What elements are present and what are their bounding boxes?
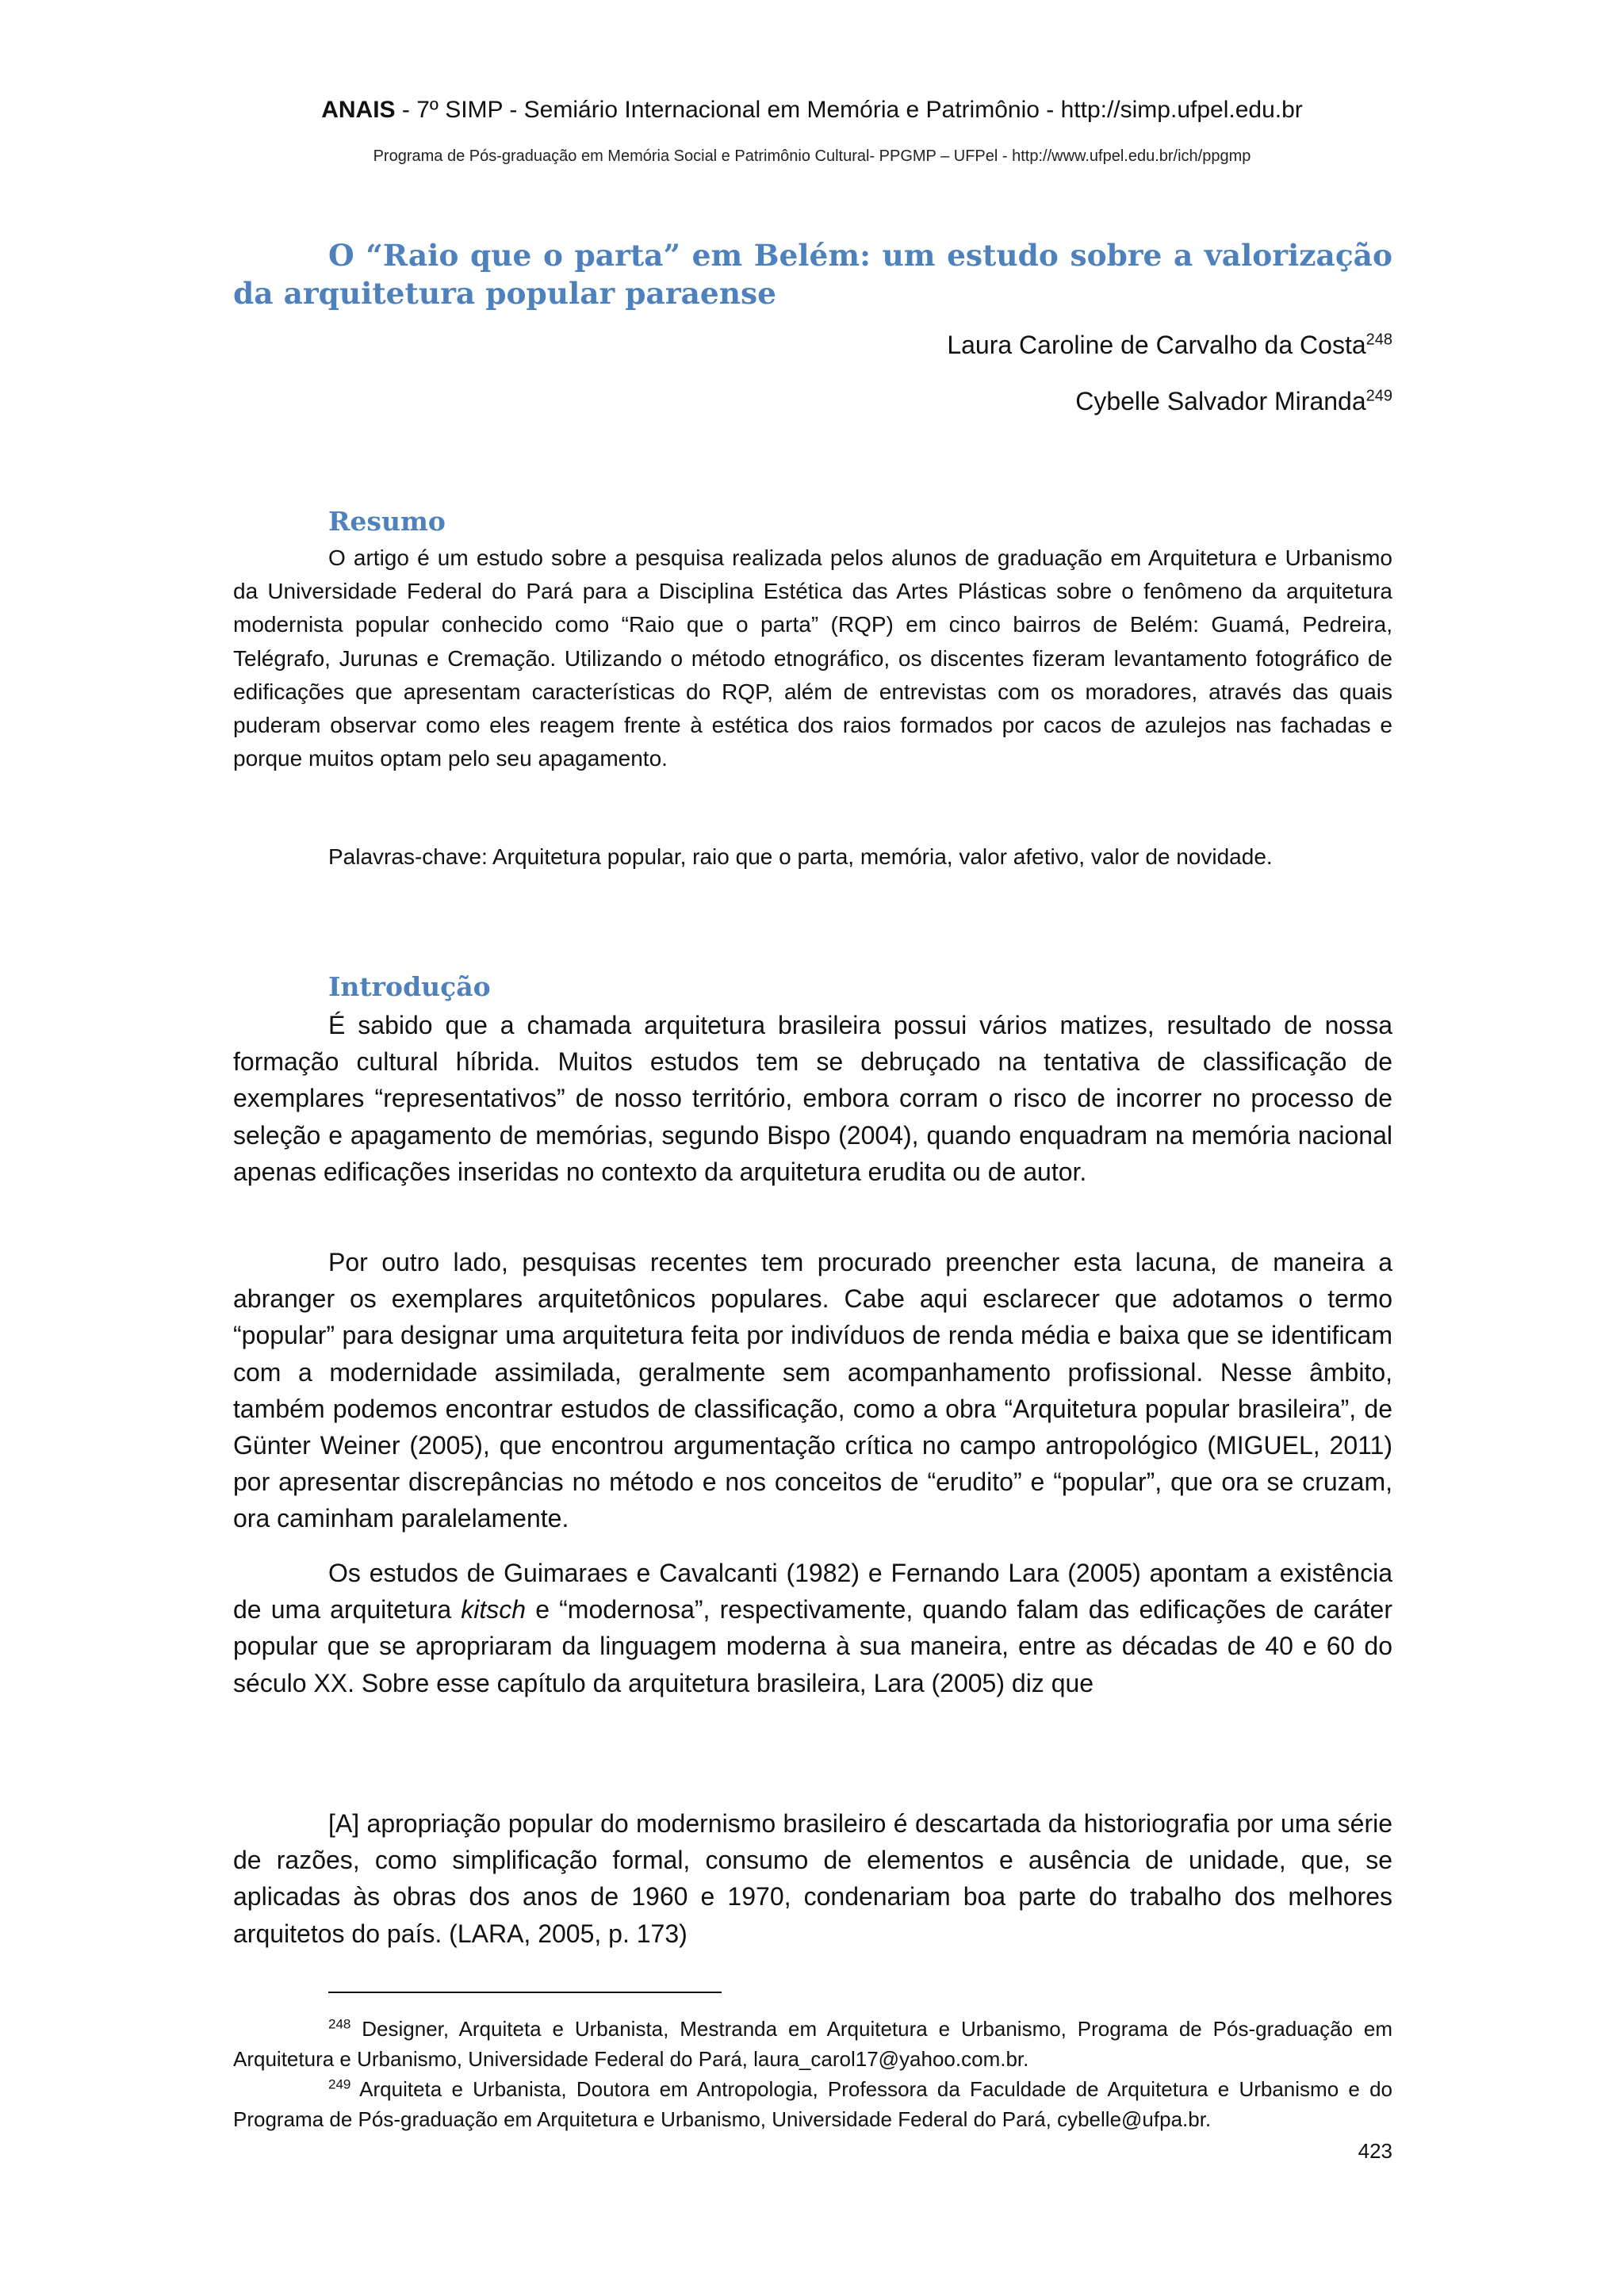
author-name: Laura Caroline de Carvalho da Costa — [947, 331, 1366, 359]
header-conference: - 7º SIMP - Semiário Internacional em Memória e Patrimônio - http://simp.ufpel.edu.br — [395, 97, 1303, 123]
article-title: O “Raio que o parta” em Belém: um estudo sobre a valorização da arquitetura popular paraense — [233, 238, 1392, 311]
footnote-249 — [233, 2074, 1392, 2134]
emphasis-kitsch: kitsch — [461, 1595, 527, 1624]
footnote-separator — [328, 1992, 722, 1993]
author-2 — [233, 387, 1392, 416]
author-name: Cybelle Salvador Miranda — [1075, 387, 1366, 415]
footnote-text: Designer, Arquiteta e Urbanista, Mestranda em Arquitetura e Urbanismo, Programa de Pós-graduação em Arquitetura e Urbanismo, Universidade Federal do Pará, laura_carol17@yahoo.com.br. — [233, 2017, 1392, 2071]
footnote-text: Arquiteta e Urbanista, Doutora em Antropologia, Professora da Faculdade de Arquitetura e Urbanismo e do Programa de Pós-graduação em Arquitetura e Urbanismo, Universidade Federal do Pará, cybelle@ufpa.br. — [233, 2077, 1392, 2131]
footnote-ref[interactable]: 248 — [1365, 331, 1392, 349]
footnote-ref[interactable]: 249 — [1365, 387, 1392, 405]
abstract-heading: Resumo — [328, 506, 446, 537]
block-quote: [A] apropriação popular do modernismo brasileiro é descartada da historiografia por uma série de razões, como simplificação formal, consumo de elementos e ausência de unidade, que, se aplicadas às obras dos anos de 1960 e 1970, condenariam boa parte do trabalho dos melhores arquitetos do país. (LARA, 2005, p. 173) — [233, 1809, 1392, 1948]
running-subheader: Programa de Pós-graduação em Memória Social e Patrimônio Cultural- PPGMP – UFPel - http://www.ufpel.edu.br/ich/ppgmp — [373, 147, 1251, 165]
header-anais: ANAIS — [321, 97, 396, 123]
paragraph-text: Os estudos de Guimaraes e Cavalcanti (1982) e Fernando Lara (2005) apontam a existência de uma arquitetura — [233, 1559, 1392, 1624]
running-header — [0, 97, 1624, 124]
intro-paragraph-1: É sabido que a chamada arquitetura brasileira possui vários matizes, resultado de nossa formação cultural híbrida. Muitos estudos tem se debruçado na tentativa de classificação de exemplares “representativos” de nosso território, embora corram o risco de incorrer no processo de seleção e apagamento de memórias, segundo Bispo (2004), quando enquadram na memória nacional apenas edificações inseridas no contexto da arquitetura erudita ou de autor. — [233, 1011, 1392, 1186]
footnote-248 — [233, 2014, 1392, 2074]
footnotes — [233, 2014, 1392, 2134]
abstract-text: O artigo é um estudo sobre a pesquisa realizada pelos alunos de graduação em Arquitetura e Urbanismo da Universidade Federal do Pará para a Disciplina Estética das Artes Plásticas sobre o fenômeno da arquitetura modernista popular conhecido como “Raio que o parta” (RQP) em cinco bairros de Belém: Guamá, Pedreira, Telégrafo, Jurunas e Cremação. Utilizando o método etnográfico, os discentes fizeram levantamento fotográfico de edificações que apresentam características do RQP, além de entrevistas com os moradores, através das quais puderam observar como eles reagem frente à estética dos raios formados por cacos de azulejos nas fachadas e porque muitos optam pelo seu apagamento. — [233, 545, 1392, 771]
introduction-heading: Introdução — [328, 971, 491, 1002]
keywords: Palavras-chave: Arquitetura popular, raio que o parta, memória, valor afetivo, valor de novidade. — [328, 844, 1273, 869]
footnote-number: 248 — [328, 2016, 351, 2032]
footnote-number: 249 — [328, 2076, 351, 2092]
paragraph-text: e “modernosa”, respectivamente, quando falam das edificações de caráter popular que se apropriaram da linguagem moderna à sua maneira, entre as décadas de 40 e 60 do século XX. Sobre esse capítulo da arquitetura brasileira, Lara (2005) diz que — [233, 1595, 1393, 1697]
author-1 — [233, 331, 1392, 360]
intro-paragraph-3 — [233, 1555, 1392, 1701]
intro-paragraph-2: Por outro lado, pesquisas recentes tem procurado preencher esta lacuna, de maneira a abranger os exemplares arquitetônicos populares. Cabe aqui esclarecer que adotamos o termo “popular” para designar uma arquitetura feita por indivíduos de renda média e baixa que se identificam com a modernidade assimilada, geralmente sem acompanhamento profissional. Nesse âmbito, também podemos encontrar estudos de classificação, como a obra “Arquitetura popular brasileira”, de Günter Weiner (2005), que encontrou argumentação crítica no campo antropológico (MIGUEL, 2011) por apresentar discrepâncias no método e nos conceitos de “erudito” e “popular”, que ora se cruzam, ora caminham paralelamente. — [233, 1248, 1392, 1533]
page-number: 423 — [1358, 2139, 1392, 2163]
